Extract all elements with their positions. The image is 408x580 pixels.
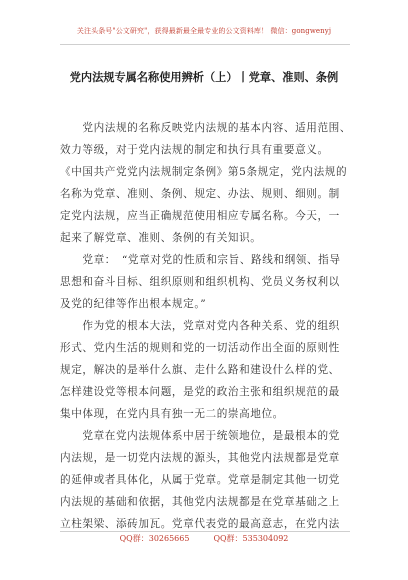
- header-note: 关注头条号"公文研究"，获得最新最全最专业的公文资料库！ 微信：gongwenyj: [76, 27, 332, 35]
- footer-divider: [60, 531, 350, 532]
- text-line: 党内法规的名称反映党内法规的基本内容、适用范围、: [60, 122, 352, 134]
- text-line: 起来了解党章、准则、条例的有关知识。: [60, 232, 262, 244]
- text-line: 效力等级，对于党内法规的制定和执行具有重要意义。: [60, 144, 329, 156]
- text-line: 立柱架梁、添砖加瓦。党章代表党的最高意志，在党内法: [60, 518, 340, 530]
- text-line: 党章： “党章对党的性质和宗旨、路线和纲领、指导: [60, 254, 341, 266]
- text-line: 内法规的基础和依据，其他党内法规都是在党章基础之上: [60, 496, 340, 508]
- text-line: 作为党的根本大法，党章对党内各种关系、党的组织: [60, 320, 340, 332]
- text-line: 怎样建设党等根本问题，是党的政治主张和组织规范的最: [60, 386, 340, 398]
- text-line: 思想和奋斗目标、组织原则和组织机构、党员义务权利以: [60, 276, 340, 288]
- text-line: 规定，解决的是举什么旗、走什么路和建设什么样的党、: [60, 364, 340, 376]
- text-line: 形式、党内生活的规则和党的一切活动作出全面的原则性: [60, 342, 340, 354]
- text-line: 定党内法规，应当正确规范使用相应专属名称。今天，一: [60, 210, 340, 222]
- text-line: 《中国共产党党内法规制定条例》第5条规定，党内法规的: [60, 166, 348, 178]
- text-line: 党章在党内法规体系中居于统领地位，是最根本的党: [60, 430, 340, 442]
- text-line: 名称为党章、准则、条例、规定、办法、规则、细则。制: [60, 188, 340, 200]
- footer-contact: QQ群：30265665 QQ群：535304092: [119, 534, 289, 543]
- page-title: 党内法规专属名称使用辨析（上）丨党章、准则、条例: [69, 70, 339, 84]
- header-divider: [60, 44, 350, 45]
- text-line: 集中体现，在党内具有独一无二的崇高地位。: [60, 408, 284, 420]
- text-line: 及党的纪律等作出根本规定。”: [60, 298, 207, 310]
- text-line: 的延伸或者具体化，从属于党章。党章是制定其他一切党: [60, 474, 340, 486]
- text-line: 内法规，是一切党内法规的源头，其他党内法规都是党章: [60, 452, 340, 464]
